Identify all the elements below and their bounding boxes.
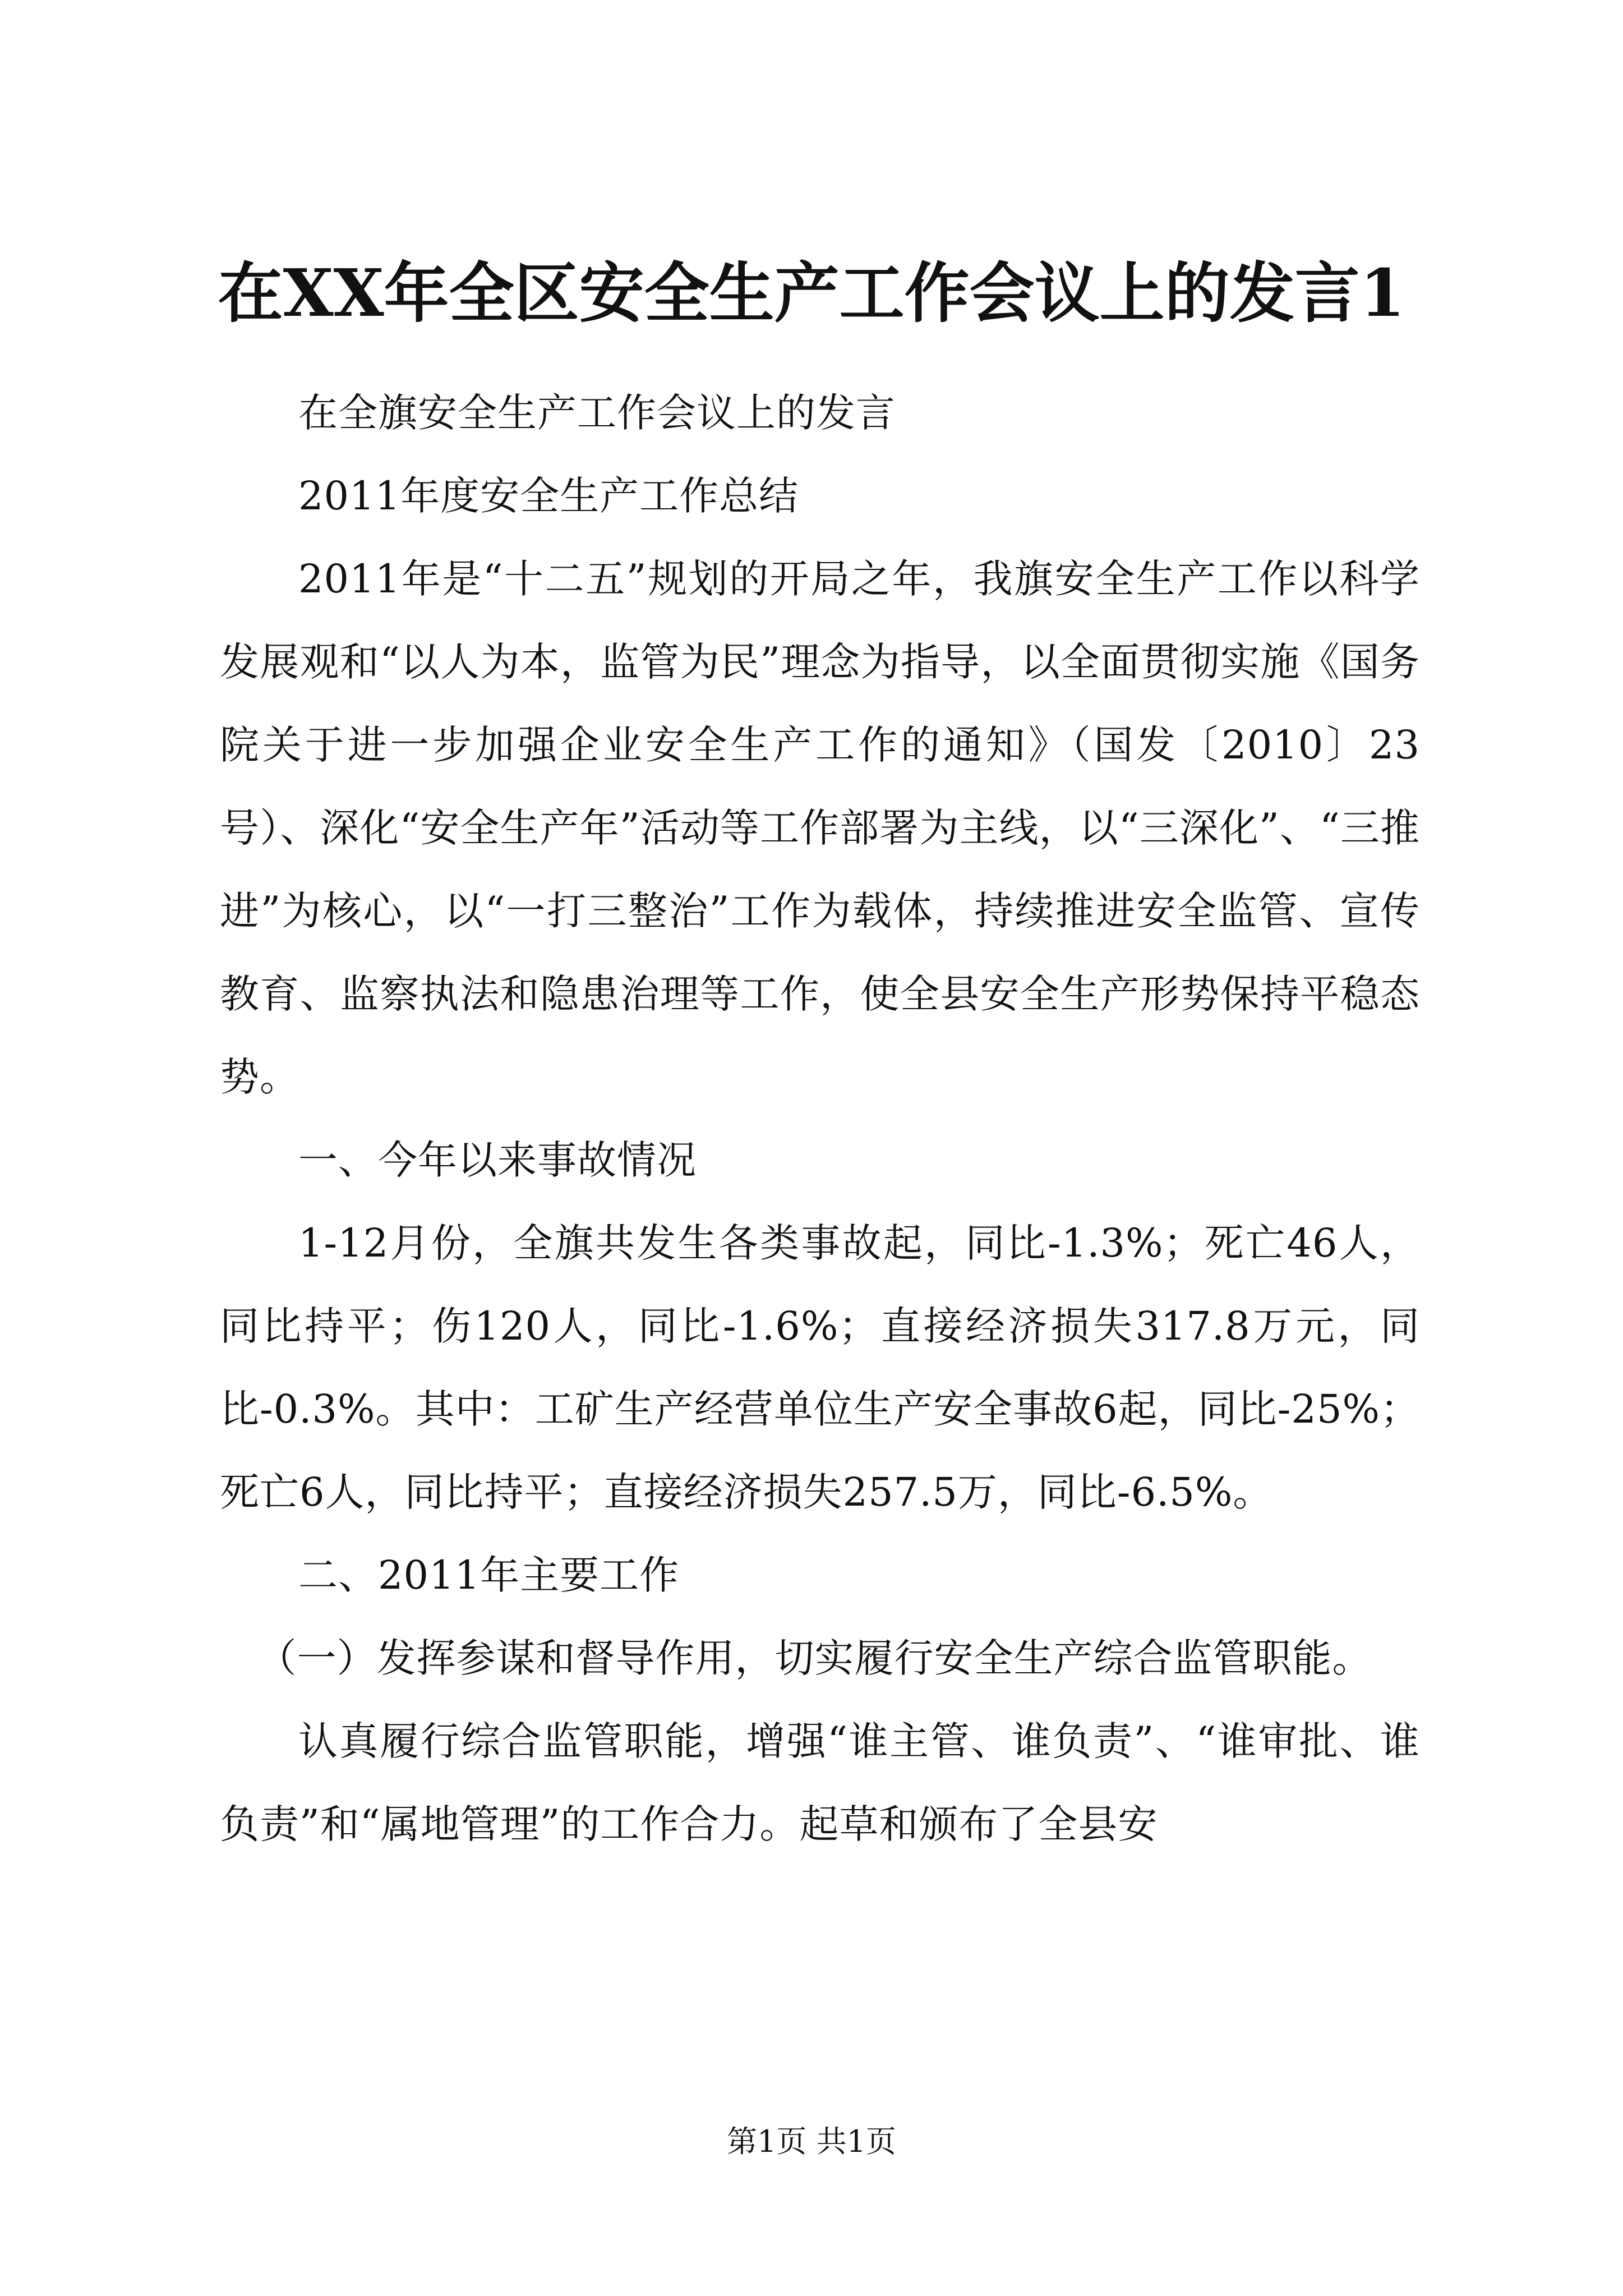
- document-body: [220, 371, 1420, 1866]
- subtitle-summary: 2011年度安全生产工作总结: [298, 473, 799, 519]
- intro-paragraph: 2011年是“十二五”规划的开局之年，我旗安全生产工作以科学发展观和“以人为本，监管为民”理念为指导，以全面贯彻实施《国务院关于进一步加强企业安全生产工作的通知》（国发〔2010〕23号）、深化“安全生产年”活动等工作部署为主线，以“三深化”、“三推进”为核心，以“一打三整治”工作为载体，持续推进安全监管、宣传教育、监察执法和隐患治理等工作，使全县安全生产形势保持平稳态势。: [220, 556, 1420, 1100]
- page-footer: 第1页 共1页: [727, 2124, 896, 2159]
- section-heading-accidents: 一、今年以来事故情况: [298, 1137, 697, 1183]
- supervision-paragraph: 认真履行综合监管职能，增强“谁主管、谁负责”、“谁审批、谁负责”和“属地管理”的工作合力。起草和颁布了全县安: [220, 1718, 1420, 1847]
- subtitle-speech: 在全旗安全生产工作会议上的发言: [298, 390, 896, 436]
- document-title: 在XX年全区安全生产工作会议上的发言1: [218, 255, 1405, 332]
- section-heading-main-work: 二、2011年主要工作: [298, 1552, 680, 1598]
- subsection-heading-1: （一）发挥参谋和督导作用，切实履行安全生产综合监管职能。: [257, 1635, 1372, 1681]
- accident-statistics-paragraph: 1-12月份，全旗共发生各类事故起，同比-1.3%；死亡46人，同比持平；伤120人，同比-1.6%；直接经济损失317.8万元，同比-0.3%。其中：工矿生产经营单位生产安全事故6起，同比-25%；死亡6人，同比持平；直接经济损失257.5万，同比-6.5%。: [220, 1220, 1420, 1515]
